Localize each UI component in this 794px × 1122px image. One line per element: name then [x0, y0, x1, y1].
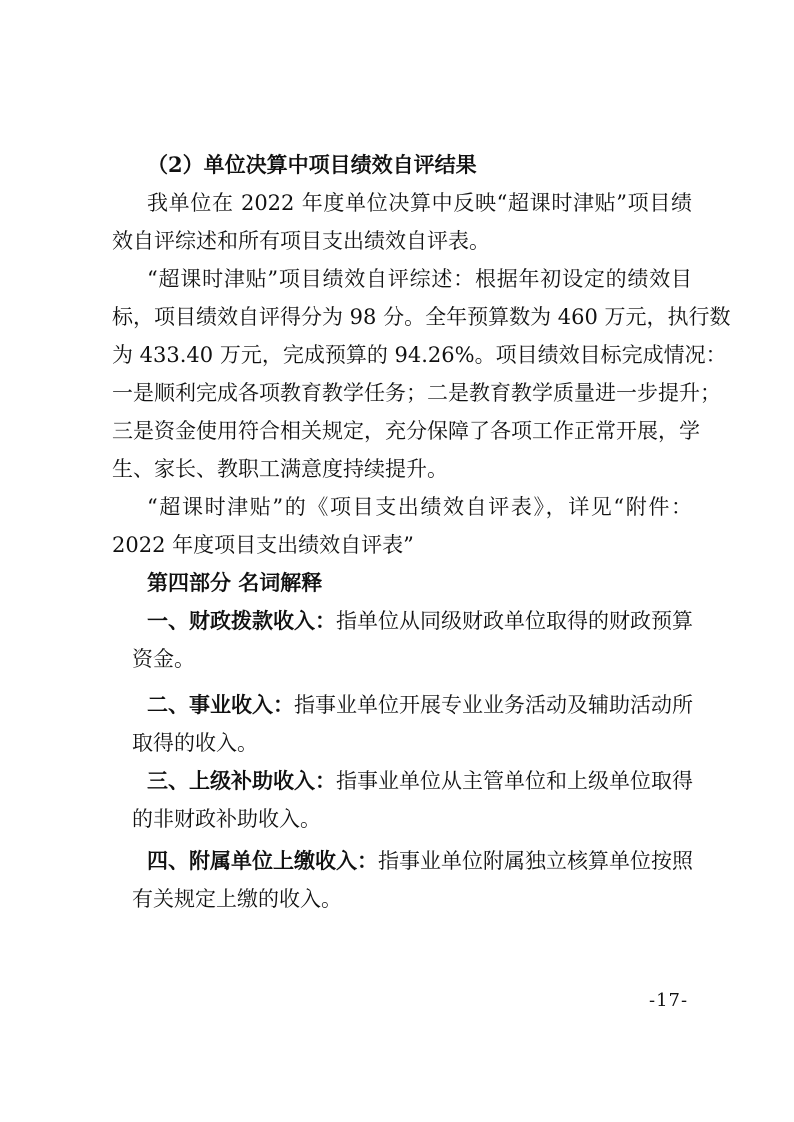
paragraph-line: 标，项目绩效自评得分为 98 分。全年预算数为 460 万元，执行数	[112, 305, 731, 329]
definition-line: 资金。	[132, 647, 195, 671]
paragraph-line: “超课时津贴”的《项目支出绩效自评表》，详见“附件：	[147, 495, 692, 519]
definition-line	[147, 606, 692, 636]
part-heading: 第四部分 名词解释	[147, 570, 323, 595]
definition-text: 指事业单位开展专业业务活动及辅助活动所	[294, 693, 693, 717]
page-number: -17-	[649, 990, 689, 1011]
definition-text: 指事业单位附属独立核算单位按照	[378, 849, 693, 873]
definition-term: 二、事业收入：	[147, 692, 294, 717]
paragraph-line: 一是顺利完成各项教育教学任务；二是教育教学质量进一步提升；	[112, 381, 721, 405]
paragraph-line: 2022 年度项目支出绩效自评表”	[112, 533, 414, 557]
definition-line	[147, 690, 692, 720]
paragraph-line: “超课时津贴”项目绩效自评综述：根据年初设定的绩效目	[147, 267, 692, 291]
paragraph-line: 生、家长、教职工满意度持续提升。	[112, 457, 448, 481]
definition-term: 三、上级补助收入：	[147, 768, 336, 793]
paragraph-line: 效自评综述和所有项目支出绩效自评表。	[112, 229, 490, 253]
section-heading: （2）单位决算中项目绩效自评结果	[147, 152, 477, 177]
definition-line: 有关规定上缴的收入。	[132, 887, 342, 911]
definition-line: 的非财政补助收入。	[132, 807, 321, 831]
paragraph-line: 为 433.40 万元，完成预算的 94.26%。项目绩效目标完成情况：	[112, 343, 727, 367]
definition-text: 指事业单位从主管单位和上级单位取得	[336, 769, 693, 793]
definition-term: 一、财政拨款收入：	[147, 608, 336, 633]
definition-line: 取得的收入。	[132, 731, 258, 755]
paragraph-line: 三是资金使用符合相关规定，充分保障了各项工作正常开展，学	[112, 419, 700, 443]
definition-line	[147, 846, 692, 876]
definition-line	[147, 766, 692, 796]
definition-term: 四、附属单位上缴收入：	[147, 848, 378, 873]
definition-text: 指单位从同级财政单位取得的财政预算	[336, 609, 693, 633]
paragraph-line: 我单位在 2022 年度单位决算中反映“超课时津贴”项目绩	[147, 191, 692, 215]
